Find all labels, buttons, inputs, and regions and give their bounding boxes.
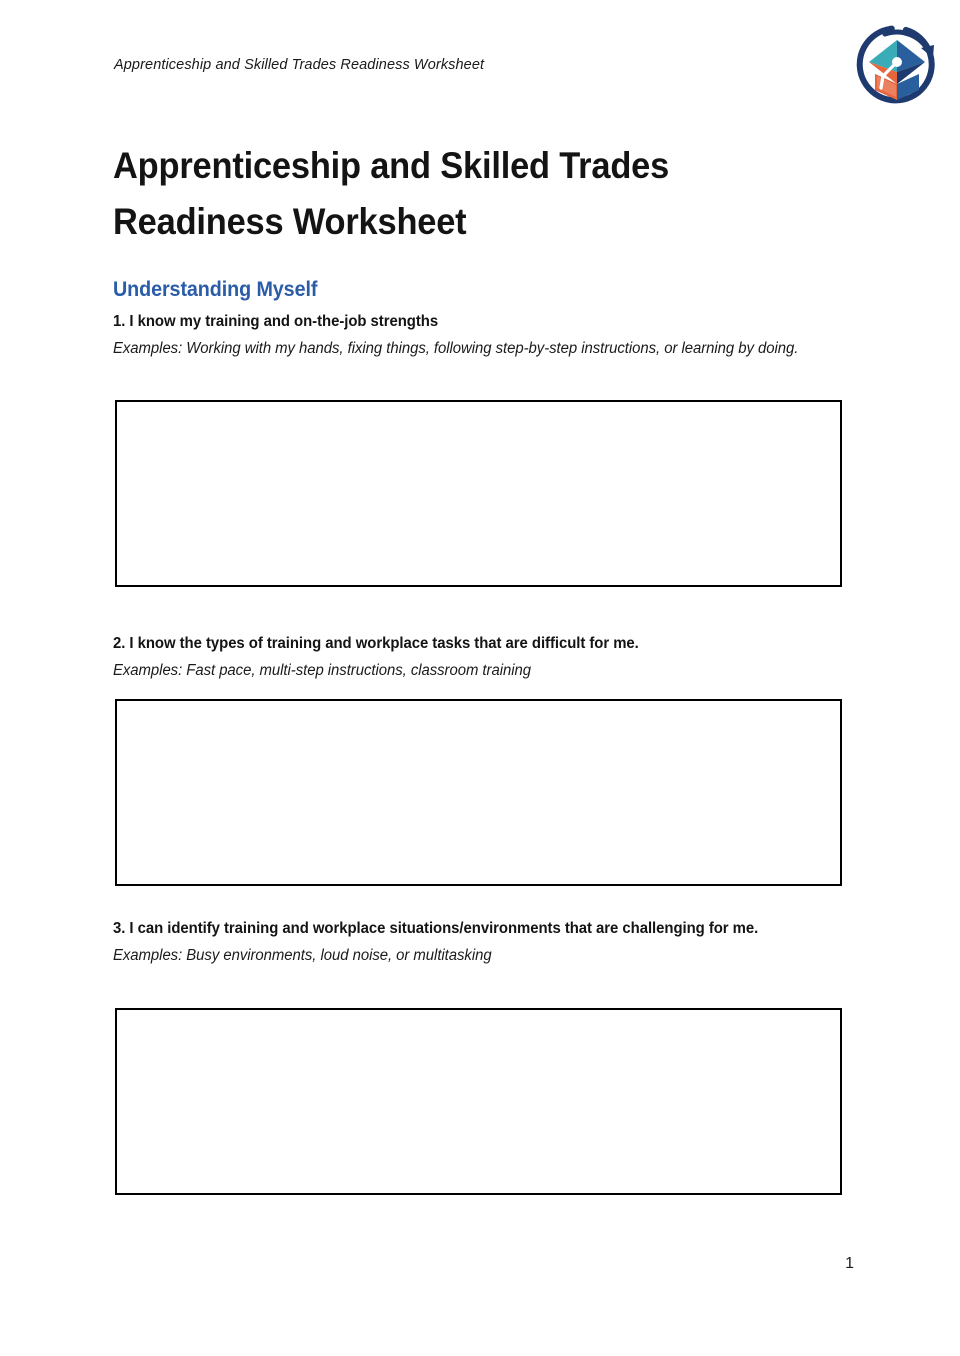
question-2-answer-box[interactable] (115, 699, 842, 886)
question-3 (113, 915, 845, 969)
page-number: 1 (845, 1255, 854, 1272)
question-2-examples: Examples: Fast pace, multi-step instructions, classroom training (113, 662, 531, 680)
question-3-examples: Examples: Busy environments, loud noise, or multitasking (113, 947, 492, 965)
question-2 (113, 630, 845, 684)
page-title: Apprenticeship and Skilled Trades Readiness Worksheet (113, 144, 670, 243)
question-2-prompt: 2. I know the types of training and workplace tasks that are difficult for me. (113, 635, 639, 652)
question-3-answer-box[interactable] (115, 1008, 842, 1195)
graduation-cap-circular-arrow-logo (849, 18, 945, 114)
running-header: Apprenticeship and Skilled Trades Readiness Worksheet (114, 57, 485, 73)
question-1-prompt: 1. I know my training and on-the-job strengths (113, 313, 439, 330)
question-1-answer-box[interactable] (115, 400, 842, 587)
question-1 (113, 308, 845, 362)
section-heading-understanding-myself: Understanding Myself (113, 278, 318, 302)
question-1-examples: Examples: Working with my hands, fixing things, following step-by-step instructions, or learning by doing. (113, 340, 799, 358)
question-3-prompt: 3. I can identify training and workplace situations/environments that are challenging for me. (113, 920, 759, 937)
